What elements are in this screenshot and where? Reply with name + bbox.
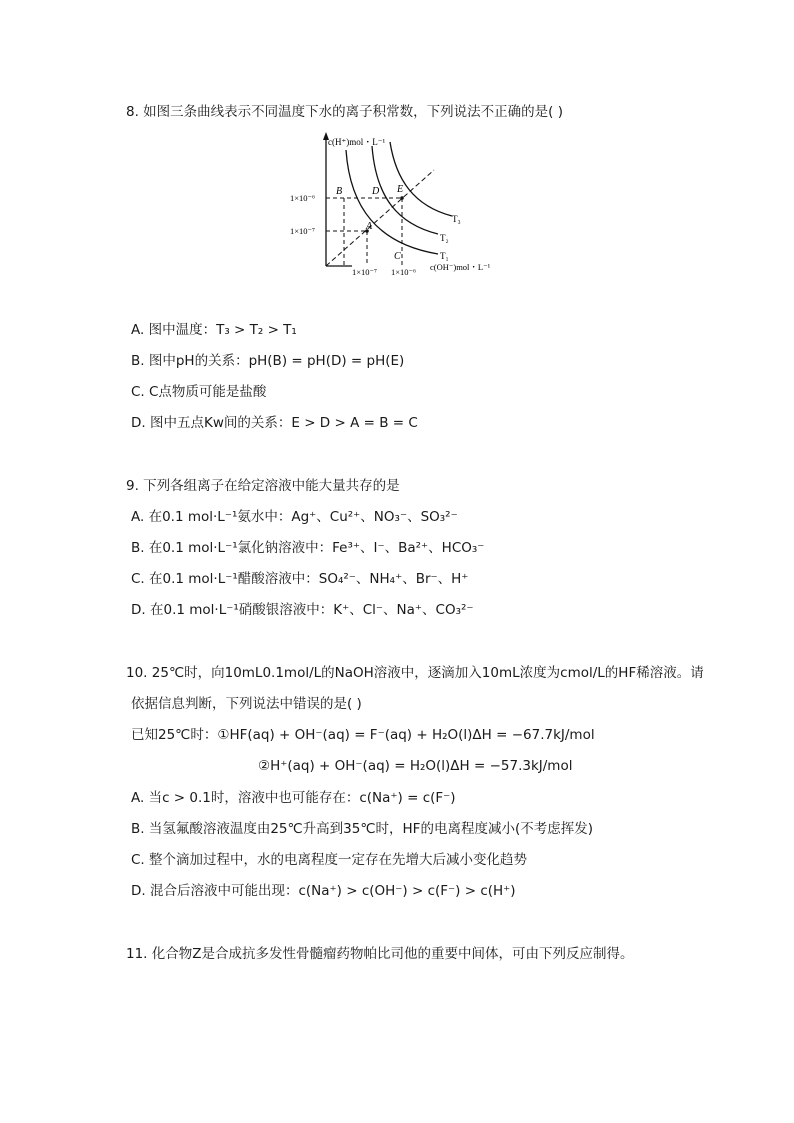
x-tick-high: 1×10⁻⁶	[391, 267, 416, 277]
q8-stem: 8. 如图三条曲线表示不同温度下水的离子积常数，下列说法不正确的是( )	[126, 104, 563, 120]
q9-option-b: B. 在0.1 mol·L⁻¹氯化钠溶液中：Fe³⁺、I⁻、Ba²⁺、HCO₃⁻	[131, 540, 485, 556]
x-tick-low: 1×10⁻⁷	[352, 267, 377, 277]
q10-stem-line1: 10. 25℃时，向10mL0.1mol/L的NaOH溶液中，逐滴加入10mL浓度为cmol/L的HF稀溶液。请	[126, 665, 704, 681]
q10-given-line2: ②H⁺(aq) + OH⁻(aq) = H₂O(l)ΔH = −57.3kJ/mol	[258, 758, 573, 774]
q10-option-c: C. 整个滴加过程中，水的电离程度一定存在先增大后减小变化趋势	[131, 852, 528, 868]
q9-stem: 9. 下列各组离子在给定溶液中能大量共存的是	[126, 478, 400, 494]
q8-option-a: A. 图中温度：T₃ > T₂ > T₁	[131, 322, 297, 338]
curve-t1	[346, 150, 438, 254]
curve-label-t3: T₃	[452, 214, 461, 224]
curve-label-t1: T₁	[440, 251, 449, 261]
point-e-marker	[400, 196, 404, 200]
q9-option-d: D. 在0.1 mol·L⁻¹硝酸银溶液中：K⁺、Cl⁻、Na⁺、CO₃²⁻	[131, 602, 474, 618]
curve-label-t2: T₂	[440, 233, 449, 243]
point-label-d: D	[372, 186, 380, 197]
q8-option-c: C. C点物质可能是盐酸	[131, 384, 267, 400]
point-label-a: A	[366, 221, 373, 232]
q9-option-a: A. 在0.1 mol·L⁻¹氨水中：Ag⁺、Cu²⁺、NO₃⁻、SO₃²⁻	[131, 509, 458, 525]
ion-product-figure	[288, 128, 510, 278]
point-label-c: C	[394, 251, 401, 262]
q10-stem-line2: 依据信息判断，下列说法中错误的是( )	[131, 696, 362, 712]
q8-option-d: D. 图中五点Kw间的关系：E > D > A = B = C	[131, 415, 418, 431]
q10-option-a: A. 当c > 0.1时，溶液中也可能存在：c(Na⁺) = c(F⁻)	[131, 790, 456, 806]
q8-option-b: B. 图中pH的关系：pH(B) = pH(D) = pH(E)	[131, 353, 405, 369]
point-label-e: E	[397, 184, 404, 195]
point-label-b: B	[336, 186, 343, 197]
y-tick-low: 1×10⁻⁷	[290, 226, 315, 236]
curve-t3	[390, 142, 452, 216]
q10-option-b: B. 当氢氟酸溶液温度由25℃升高到35℃时，HF的电离程度减小(不考虑挥发)	[131, 821, 593, 837]
x-axis-label: c(OH⁻)mol・L⁻¹	[430, 262, 491, 272]
q9-option-c: C. 在0.1 mol·L⁻¹醋酸溶液中：SO₄²⁻、NH₄⁺、Br⁻、H⁺	[131, 571, 469, 587]
q11-stem: 11. 化合物Z是合成抗多发性骨髓瘤药物帕比司他的重要中间体，可由下列反应制得。	[126, 946, 634, 962]
y-axis-label: c(H⁺)mol・L⁻¹	[328, 137, 386, 147]
q10-given-line1: 已知25℃时：①HF(aq) + OH⁻(aq) = F⁻(aq) + H₂O(l)ΔH = −67.7kJ/mol	[131, 727, 595, 743]
y-tick-high: 1×10⁻⁶	[290, 193, 315, 203]
q10-option-d: D. 混合后溶液中可能出现：c(Na⁺) > c(OH⁻) > c(F⁻) > c(H⁺)	[131, 883, 516, 899]
curve-t2	[372, 146, 438, 234]
